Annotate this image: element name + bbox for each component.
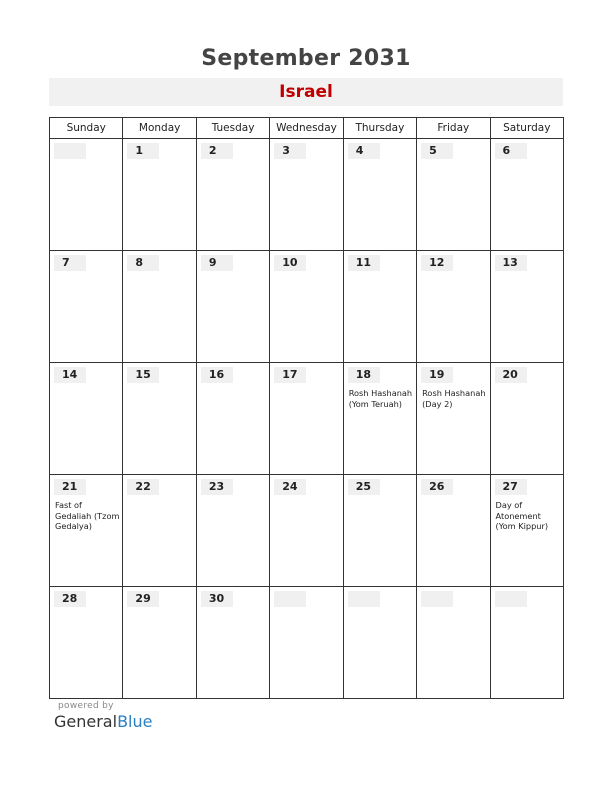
day-cell (343, 363, 416, 475)
day-cell (343, 587, 416, 699)
country-label: Israel (279, 82, 333, 102)
week-row (50, 475, 564, 587)
weekday-wednesday: Wednesday (270, 118, 343, 139)
day-number: 18 (348, 367, 380, 383)
weekday-friday: Friday (417, 118, 490, 139)
day-cell (270, 139, 343, 251)
weekday-thursday: Thursday (343, 118, 416, 139)
day-cell (196, 139, 269, 251)
day-cell (123, 587, 196, 699)
day-number: 23 (201, 479, 233, 495)
day-number (274, 591, 306, 607)
weekday-sunday: Sunday (50, 118, 123, 139)
day-cell (417, 363, 490, 475)
day-cell (50, 587, 123, 699)
day-number: 11 (348, 255, 380, 271)
day-number: 24 (274, 479, 306, 495)
day-cell (417, 475, 490, 587)
day-cell (490, 139, 563, 251)
day-number: 8 (127, 255, 159, 271)
day-number: 20 (495, 367, 527, 383)
day-number: 25 (348, 479, 380, 495)
day-number: 26 (421, 479, 453, 495)
brand-logo-blue: Blue (117, 712, 153, 731)
brand-logo-general: General (54, 712, 118, 731)
brand-logo (54, 712, 152, 731)
weekday-header-row (50, 118, 564, 139)
day-cell (123, 139, 196, 251)
weekday-saturday: Saturday (490, 118, 563, 139)
day-cell (270, 251, 343, 363)
day-number: 21 (54, 479, 86, 495)
day-number: 1 (127, 143, 159, 159)
holiday-label: Fast of Gedaliah (Tzom Gedalya) (55, 500, 120, 531)
day-cell (196, 475, 269, 587)
day-number (348, 591, 380, 607)
day-cell (50, 475, 123, 587)
day-number: 22 (127, 479, 159, 495)
day-number: 17 (274, 367, 306, 383)
day-number (421, 591, 453, 607)
day-number: 12 (421, 255, 453, 271)
weekday-tuesday: Tuesday (196, 118, 269, 139)
day-cell (343, 475, 416, 587)
day-cell (123, 251, 196, 363)
week-row (50, 251, 564, 363)
day-number: 29 (127, 591, 159, 607)
day-cell (490, 475, 563, 587)
weekday-monday: Monday (123, 118, 196, 139)
week-row (50, 363, 564, 475)
day-number: 30 (201, 591, 233, 607)
day-cell (490, 587, 563, 699)
day-cell (123, 475, 196, 587)
holiday-label: Rosh Hashanah (Day 2) (422, 388, 486, 409)
week-row (50, 139, 564, 251)
day-cell (50, 363, 123, 475)
day-cell (343, 251, 416, 363)
day-number (495, 591, 527, 607)
day-number: 28 (54, 591, 86, 607)
week-row (50, 587, 564, 699)
day-cell (50, 251, 123, 363)
day-number: 16 (201, 367, 233, 383)
day-number: 10 (274, 255, 306, 271)
holiday-label: Day of Atonement (Yom Kippur) (495, 500, 549, 531)
day-number: 9 (201, 255, 233, 271)
day-cell (270, 363, 343, 475)
day-cell (270, 587, 343, 699)
day-number: 27 (495, 479, 527, 495)
day-number: 15 (127, 367, 159, 383)
calendar-body (50, 139, 564, 699)
day-cell (490, 363, 563, 475)
day-cell (417, 139, 490, 251)
day-number: 4 (348, 143, 380, 159)
day-cell (343, 139, 416, 251)
page-title: September 2031 (201, 46, 411, 71)
day-number: 19 (421, 367, 453, 383)
day-number: 2 (201, 143, 233, 159)
powered-by-label: powered by (58, 701, 114, 711)
day-cell (50, 139, 123, 251)
day-cell (490, 251, 563, 363)
day-cell (123, 363, 196, 475)
day-number: 3 (274, 143, 306, 159)
day-cell (196, 251, 269, 363)
day-number: 5 (421, 143, 453, 159)
holiday-label: Rosh Hashanah (Yom Teruah) (348, 388, 413, 409)
day-number: 6 (495, 143, 527, 159)
day-cell (417, 587, 490, 699)
day-number: 13 (495, 255, 527, 271)
day-cell (196, 363, 269, 475)
country-band (49, 78, 563, 106)
day-cell (270, 475, 343, 587)
day-number: 7 (54, 255, 86, 271)
day-number: 14 (54, 367, 86, 383)
day-cell (196, 587, 269, 699)
calendar-grid (49, 117, 564, 699)
day-number (54, 143, 86, 159)
day-cell (417, 251, 490, 363)
